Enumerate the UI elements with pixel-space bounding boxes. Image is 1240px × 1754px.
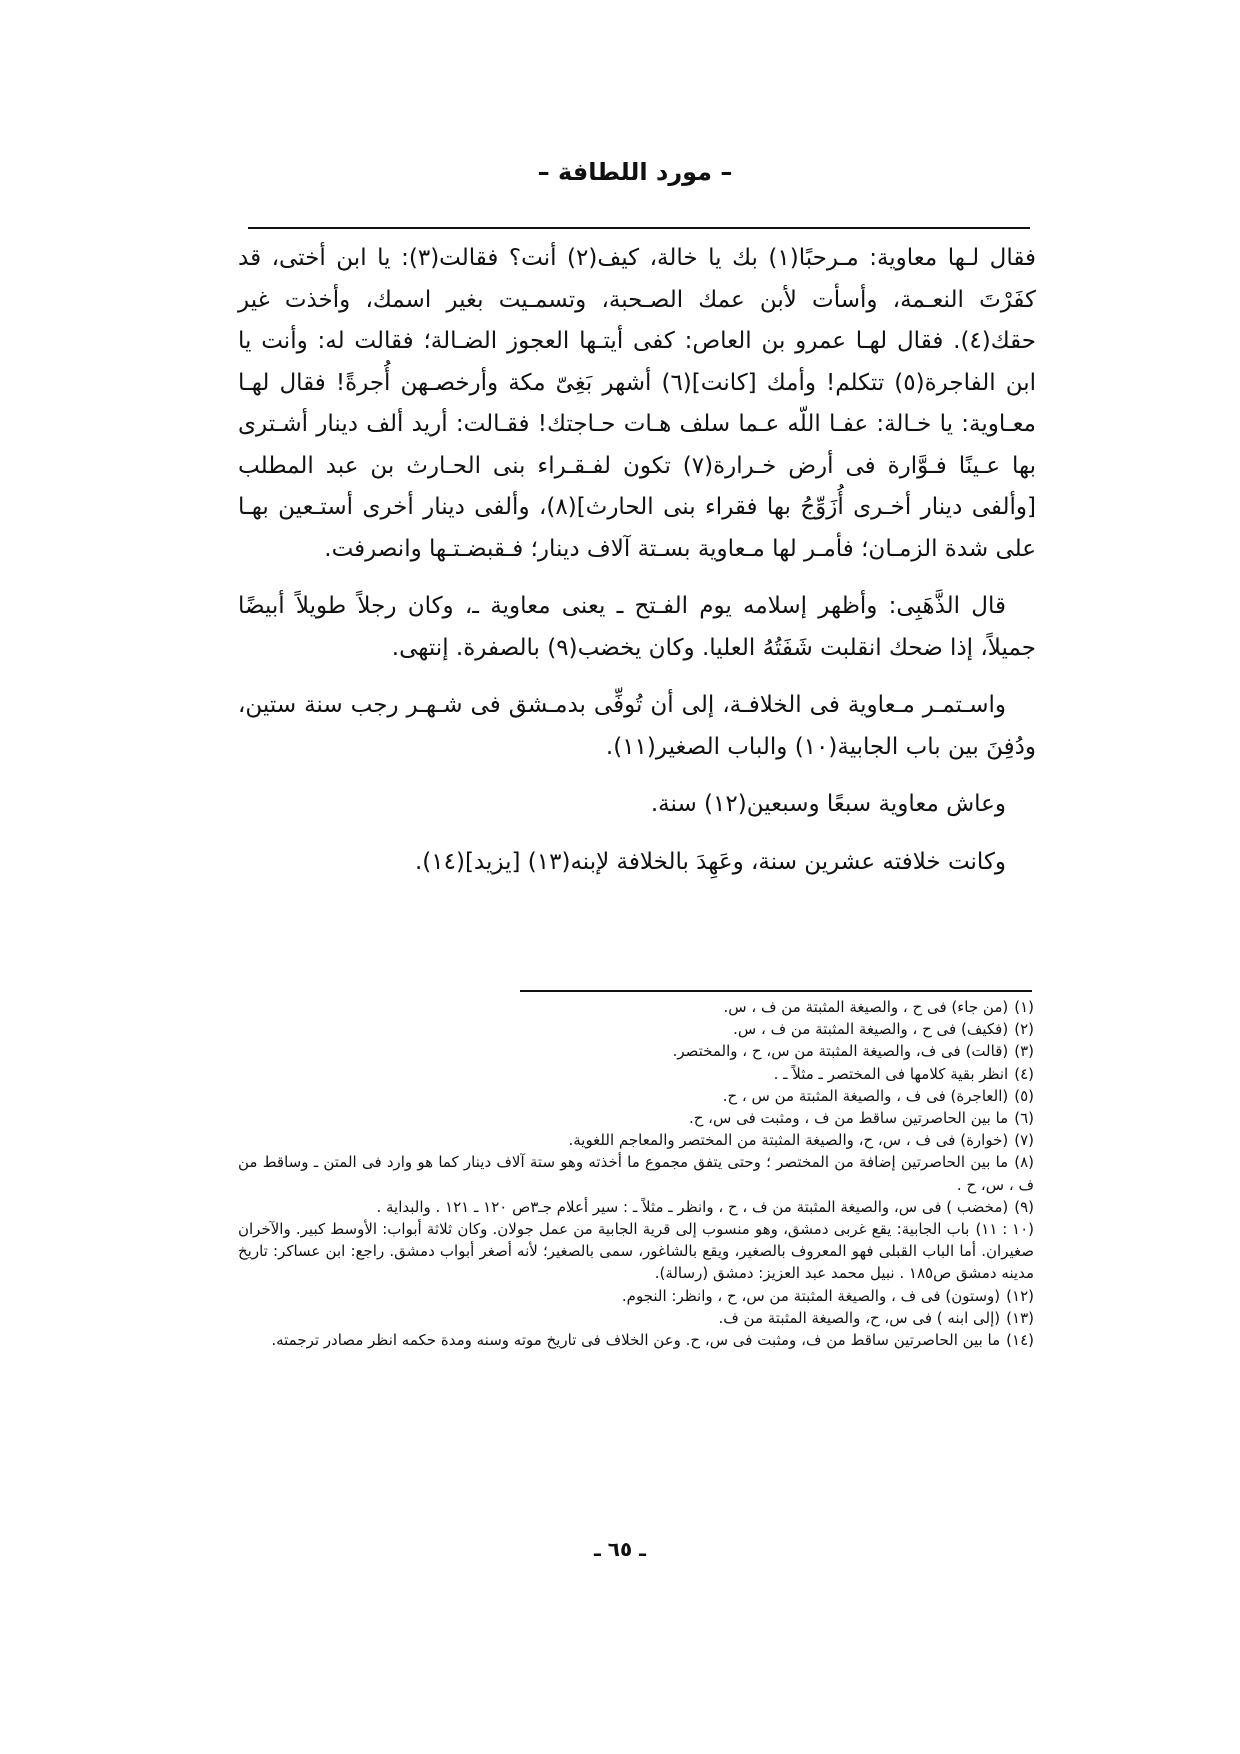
- footnote-number: (١٣): [1006, 1308, 1034, 1327]
- footnote-number: (١٠ : ١١): [975, 1220, 1034, 1239]
- footnote-text: (العاجرة) فى ف ، والصيغة المثبتة من س ، ح.: [722, 1086, 1009, 1105]
- footnote: [238, 1329, 1034, 1351]
- footnote-text: (من جاء) فى ح ، والصيغة المثبتة من ف ، س.: [723, 998, 1009, 1016]
- paragraph: فقال لـها معاوية: مـرحبًا(١) بك يا خالة، كيف(٢) أنت؟ فقالت(٣): يا ابن أختى، قد كفَرْتَ النعـمة، وأسأت لأبن عمك الصـحبة، وتسمـيت بغير اسمك، وأخذت غير حقك(٤). فقال لهـا عمرو بن العاص: كفى أيتـها العجوز الضـالة؛ فقالت له: وأنت يا ابن الفاجرة(٥) تتكلم! وأمك [كانت](٦) أشهر بَغِىّ مكة وأرخصـهن أُجرةً! فقال لهـا معـاوية: يا خـالة: عفـا اللّه عـما سلف هـات حـاجتك! فقـالت: أريد ألف دينار أشـترى بها عـينًا فـوَّارة فى أرض خـرارة(٧) تكون لفـقـراء بنى الحـارث بن عبد المطلب [وألفى دينار أخـرى أُزَوِّجُ بها فقراء بنى الحارث](٨)، وألفى دينار أخرى أستـعين بهـا على شدة الزمـان؛ فأمـر لها مـعاوية بسـتة آلاف دينار؛ فـقبضـتـها وانصرفت.: [238, 245, 1037, 562]
- paragraph: واسـتمـر مـعاوية فى الخلافـة، إلى أن تُوفِّى بدمـشق فى شـهـر رجب سنة ستين، ودُفِنَ بين باب الجابية(١٠) والباب الصغير(١١).: [238, 692, 1036, 760]
- footnote-number: (٩): [1014, 1197, 1034, 1216]
- paragraph: وعاش معاوية سبعًا وسبعين(١٢) سنة.: [650, 791, 1006, 817]
- footnote: [238, 1063, 1034, 1085]
- footnote-number: (٨): [1014, 1153, 1034, 1172]
- footnote-text: باب الجابية: يقع غربى دمشق، وهو منسوب إلى قرية الجابية من عمل جولان. وكان ثلاثة أبواب: الأوسط كبير. والآخران صغيران. أما الباب القبلى فهو المعروف بالصغير، ويقع بالشاغور، سمى بالصغير؛ لأنه أصغر أبواب دمشق. راجع: ابن عساكر: تاريخ مدينه دمشق ص١٨٥ . نبيل محمد عبد العزيز: دمشق (رسالة).: [238, 1220, 1034, 1283]
- footnote: [238, 996, 1034, 1018]
- footnote-text: (خوارة) فى ف ، س، ح، والصيغة المثبتة من المختصر والمعاجم اللغوية.: [568, 1131, 1009, 1150]
- footnote-text: ما بين الحاصرتين ساقط من ف ، ومثبت فى س، ح.: [688, 1109, 1009, 1128]
- footnote: [238, 1196, 1034, 1218]
- footnote-number: (٦): [1014, 1109, 1034, 1128]
- footnote-text: (قالت) فى ف، والصيغة المثبتة من س، ح ، والمختصر.: [672, 1042, 1009, 1061]
- page-number: ـ ٦٥ ـ: [593, 1537, 647, 1561]
- main-text: [238, 238, 1036, 883]
- footnote-number: (٥): [1014, 1086, 1034, 1105]
- footnote-number: (٢): [1014, 1020, 1034, 1039]
- footnote-number: (٣): [1014, 1042, 1034, 1061]
- footnote-text: ما بين الحاصرتين إضافة من المختصر ؛ وحتى يتفق مجموع ما أخذته وهو ستة آلاف دينار كما هو وارد فى المتن ـ وساقط من ف ، س، ح .: [238, 1153, 1034, 1194]
- footnote-number: (١): [1014, 998, 1034, 1016]
- footnote-text: ما بين الحاصرتين ساقط من ف، ومثبت فى س، ح. وعن الخلاف فى تاريخ موته وسنه ومدة حكمه انظر مصادر ترجمته.: [271, 1331, 1001, 1350]
- running-header: – مورد اللطافة –: [537, 158, 733, 186]
- footnote: [238, 1085, 1034, 1107]
- footnote-rule: [520, 990, 1032, 992]
- footnote-number: (٧): [1014, 1131, 1034, 1150]
- paragraph: قال الذَّهَبِى: وأظهر إسلامه يوم الفـتح ـ يعنى معاوية ـ، وكان رجلاً طويلاً أبيضًا جميلاً، إذا ضحك انقلبت شَفَتُهُ العليا. وكان يخضب(٩) بالصفرة. إنتهى.: [238, 593, 1036, 661]
- footnote-number: (١٢): [1006, 1286, 1034, 1305]
- footnotes: [238, 996, 1034, 1351]
- footnote: [238, 1307, 1034, 1329]
- footnote-text: (مخضب ) فى س، والصيغة المثبتة من ف ، ح ، وانظر ـ مثلاً ـ : سير أعلام جـ٣ص ١٢٠ ـ ١٢١ . والبداية .: [376, 1197, 1009, 1216]
- footnote-text: (إلى ابنه ) فى س، ح، والصيغة المثبتة من ف.: [718, 1308, 1001, 1327]
- footnote-text: (فكيف) فى ح ، والصيغة المثبتة من ف ، س.: [733, 1020, 1009, 1039]
- footnote: [238, 1018, 1034, 1040]
- footnote-number: (١٤): [1006, 1331, 1034, 1350]
- header-rule: [248, 227, 1030, 229]
- footnote: [238, 1151, 1034, 1195]
- footnote-number: (٤): [1014, 1064, 1034, 1083]
- footnote: [238, 1129, 1034, 1151]
- footnote-text: (وستون) فى ف ، والصيغة المثبتة من س، ح ، وانظر: النجوم.: [621, 1286, 1001, 1305]
- footnote-text: انظر بقية كلامها فى المختصر ـ مثلاً ـ .: [773, 1064, 1009, 1083]
- paragraph: وكانت خلافته عشرين سنة، وعَهِدَ بالخلافة لإبنه(١٣) [يزيد](١٤).: [414, 848, 1006, 875]
- footnote: [238, 1040, 1034, 1062]
- footnote: [238, 1218, 1034, 1285]
- footnote: [238, 1107, 1034, 1129]
- footnote: [238, 1285, 1034, 1307]
